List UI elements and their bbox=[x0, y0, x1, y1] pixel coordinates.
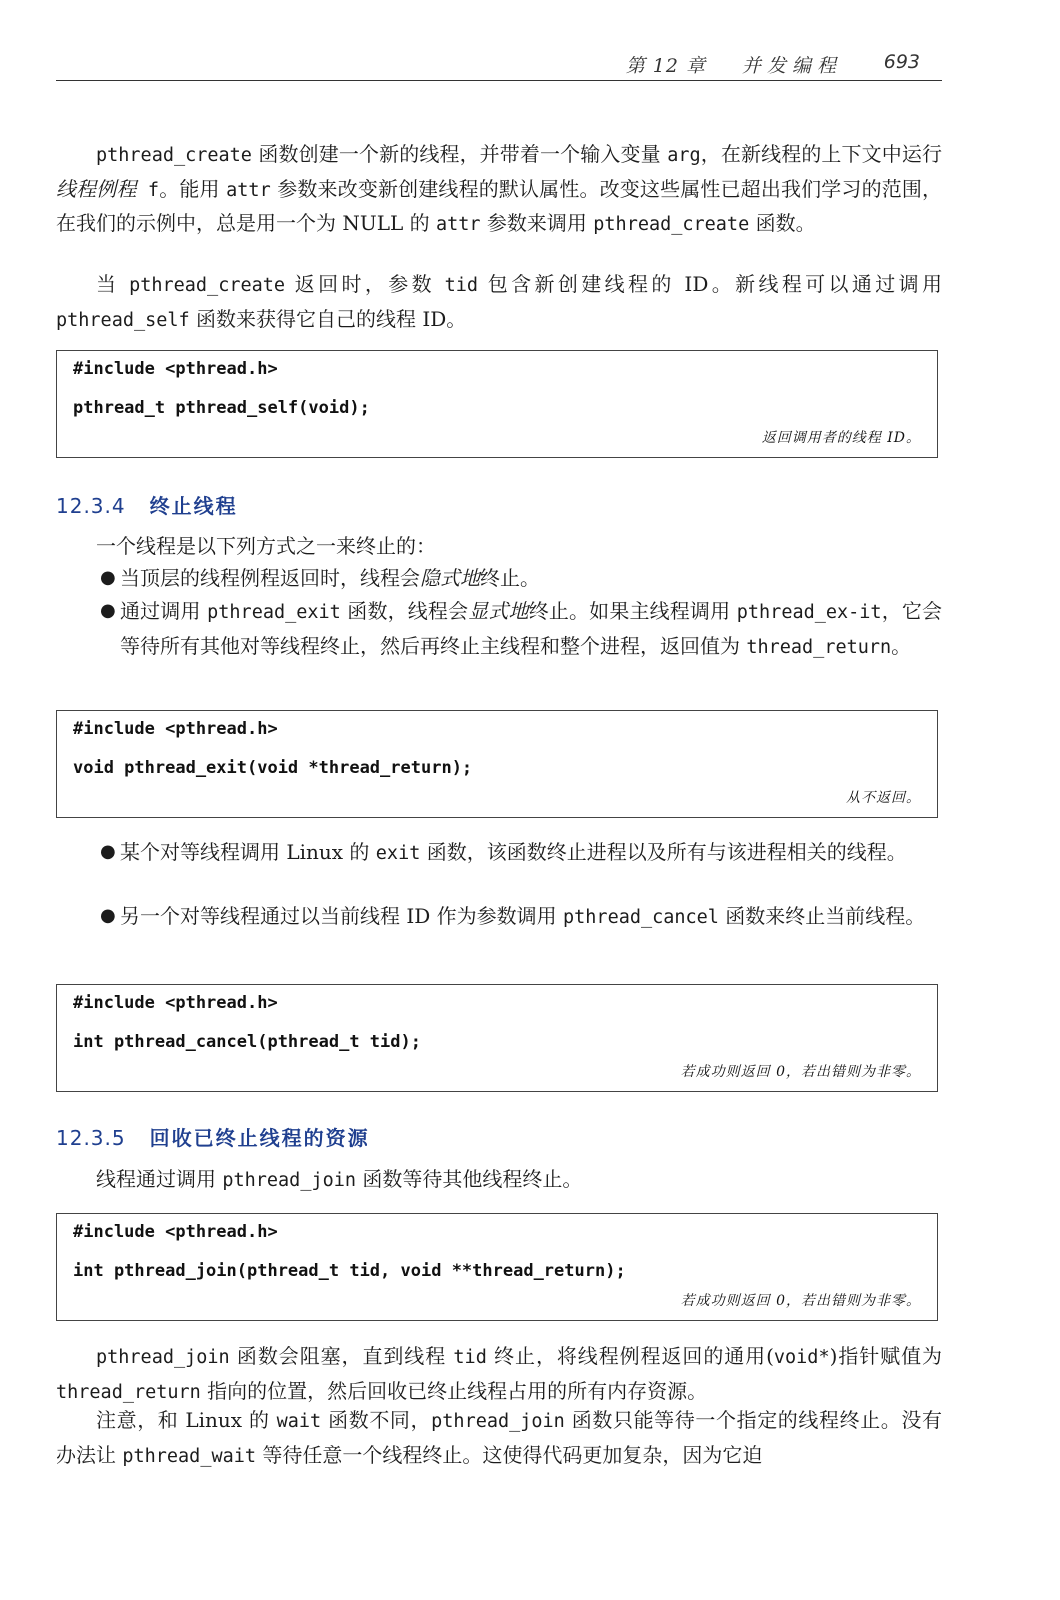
paragraph-text: 等待任意一个线程终止。这使得代码更加复杂，因为它迫 bbox=[256, 1442, 763, 1467]
inline-code: pthread_join bbox=[222, 1170, 357, 1191]
section-heading-12-3-5 bbox=[56, 1122, 370, 1151]
bullet-text: 函数，该函数终止进程以及所有与该进程相关的线程。 bbox=[420, 840, 907, 864]
inline-code: pthread_join bbox=[96, 1347, 230, 1368]
code-line-include: #include <pthread.h> bbox=[73, 359, 278, 379]
inline-code: pthread_self bbox=[56, 309, 190, 331]
inline-code: exit bbox=[375, 843, 421, 864]
code-line-prototype: int pthread_cancel(pthread_t tid); bbox=[73, 1032, 421, 1052]
bullet-text: 当顶层的线程例程返回时，线程会 bbox=[120, 566, 420, 590]
paragraph-text: 指向的位置，然后回收已终止线程占用的所有内存资源。 bbox=[200, 1378, 708, 1403]
inline-code: attr bbox=[436, 214, 481, 235]
header-section: 并发编程 bbox=[741, 55, 842, 77]
paragraph-text: 线程通过调用 bbox=[96, 1167, 223, 1191]
inline-code: attr bbox=[226, 179, 271, 201]
bullet-pthread-cancel bbox=[100, 900, 942, 935]
inline-code: thread_return bbox=[56, 1381, 201, 1403]
inline-code: pthread_create bbox=[96, 145, 252, 166]
inline-code: tid bbox=[444, 275, 479, 296]
header-chapter: 第 12 章 bbox=[625, 55, 706, 77]
code-line-include: #include <pthread.h> bbox=[73, 1222, 278, 1242]
inline-code: void* bbox=[773, 1347, 830, 1368]
paragraph-text: 函数创建一个新的线程，并带着一个输入变量 bbox=[251, 142, 668, 166]
bullet-explicit-termination bbox=[100, 595, 942, 664]
bullet-text: 函数，线程会 bbox=[340, 599, 469, 623]
code-return-note: 若成功则返回 0，若出错则为非零。 bbox=[680, 1064, 921, 1080]
paragraph-text: 当 bbox=[96, 272, 130, 296]
bullet-exit-function bbox=[100, 836, 942, 871]
inline-code: pthread_wait bbox=[122, 1445, 257, 1467]
inline-code: thread_return bbox=[746, 636, 892, 658]
bullet-dot: ● bbox=[100, 567, 116, 588]
paragraph-pthread-self bbox=[56, 268, 942, 337]
inline-code: pthread_create bbox=[593, 214, 750, 235]
code-return-note: 返回调用者的线程 ID。 bbox=[761, 430, 921, 446]
paragraph-pthread-create bbox=[56, 138, 942, 242]
paragraph-text: 返回时，参数 bbox=[285, 272, 445, 296]
bullet-text: 。 bbox=[891, 633, 912, 658]
code-box-pthread-join bbox=[56, 1213, 938, 1321]
paragraph-text: 函数来获得它自己的线程 ID。 bbox=[189, 306, 467, 331]
section-title: 终止线程 bbox=[149, 494, 238, 518]
paragraph-text: 函数等待其他线程终止。 bbox=[356, 1167, 583, 1191]
inline-code: pthread_create bbox=[129, 275, 286, 296]
bullet-text: 某个对等线程调用 Linux 的 bbox=[120, 840, 376, 864]
inline-code: pthread_exit bbox=[207, 602, 341, 623]
paragraph-text: 函数不同， bbox=[321, 1408, 432, 1432]
code-box-pthread-cancel bbox=[56, 984, 938, 1092]
paragraph-text: 参数来调用 bbox=[480, 211, 594, 235]
bullet-dot: ● bbox=[100, 600, 116, 621]
paragraph-text: ，在新线程的上下文中运行 bbox=[700, 142, 943, 166]
bullet-dot: ● bbox=[100, 841, 116, 862]
code-line-prototype: void pthread_exit(void *thread_return); bbox=[73, 758, 473, 778]
paragraph-text: 。能用 bbox=[159, 176, 227, 201]
code-line-prototype: pthread_t pthread_self(void); bbox=[73, 398, 370, 418]
paragraph-termination-intro bbox=[56, 530, 942, 563]
page-number: 693 bbox=[883, 51, 920, 73]
bullet-dot: ● bbox=[100, 905, 116, 926]
paragraph-text: 函数只能等待一个指定的线程终止。没有办法让 bbox=[56, 1408, 943, 1467]
bullet-implicit-termination bbox=[100, 562, 942, 595]
section-number: 12.3.4 bbox=[56, 494, 126, 518]
code-return-note: 若成功则返回 0，若出错则为非零。 bbox=[680, 1293, 921, 1309]
paragraph-text: 注意，和 Linux 的 bbox=[96, 1408, 277, 1432]
inline-code: tid bbox=[453, 1347, 487, 1368]
inline-code: pthread_join bbox=[431, 1411, 565, 1432]
italic-term: 线程例程 bbox=[56, 176, 137, 201]
code-line-include: #include <pthread.h> bbox=[73, 719, 278, 739]
code-line-prototype: int pthread_join(pthread_t tid, void **thread_return); bbox=[73, 1261, 626, 1281]
bullet-text: 函数来终止当前线程。 bbox=[718, 904, 926, 928]
bullet-text: 终止。 bbox=[480, 566, 540, 590]
paragraph-text: 终止，将线程例程返回的通用( bbox=[486, 1344, 774, 1368]
italic-term: 显式地 bbox=[468, 599, 529, 623]
paragraph-text: 参数来改变新创建线程的默认属性。改变这些属性已超出我们学习的范围，在我们的示例中，总是用一个为 NULL 的 bbox=[56, 176, 943, 235]
bullet-text: 另一个对等线程通过以当前线程 ID 作为参数调用 bbox=[120, 904, 564, 928]
section-number: 12.3.5 bbox=[56, 1126, 126, 1150]
paragraph-text: 函数会阻塞，直到线程 bbox=[229, 1344, 454, 1368]
code-box-pthread-self bbox=[56, 350, 938, 458]
inline-code: pthread_ex-it bbox=[736, 602, 882, 623]
bullet-text: 通过调用 bbox=[120, 599, 208, 623]
paragraph-text: )指针赋值为 bbox=[829, 1344, 942, 1368]
inline-code: pthread_cancel bbox=[563, 907, 719, 928]
italic-term: 隐式地 bbox=[420, 566, 480, 590]
section-heading-12-3-4 bbox=[56, 490, 238, 519]
inline-code: f bbox=[136, 179, 160, 201]
paragraph-pthread-join-intro bbox=[56, 1163, 942, 1198]
section-title: 回收已终止线程的资源 bbox=[149, 1126, 370, 1150]
paragraph-wait-comparison bbox=[56, 1404, 942, 1473]
paragraph-pthread-join-behavior bbox=[56, 1340, 942, 1409]
code-box-pthread-exit bbox=[56, 710, 938, 818]
running-header bbox=[56, 46, 942, 81]
code-line-include: #include <pthread.h> bbox=[73, 993, 278, 1013]
inline-code: arg bbox=[667, 145, 701, 166]
bullet-text: 终止。如果主线程调用 bbox=[528, 599, 737, 623]
paragraph-text: 函数。 bbox=[749, 211, 816, 235]
inline-code: wait bbox=[276, 1411, 322, 1432]
code-return-note: 从不返回。 bbox=[846, 790, 921, 806]
bullet-text: ，它会等待所有其他对等线程终止，然后再终止主线程和整个进程，返回值为 bbox=[120, 599, 943, 658]
paragraph-text: 一个线程是以下列方式之一来终止的： bbox=[96, 534, 436, 558]
paragraph-text: 包含新创建线程的 ID。新线程可以通过调用 bbox=[478, 272, 942, 296]
